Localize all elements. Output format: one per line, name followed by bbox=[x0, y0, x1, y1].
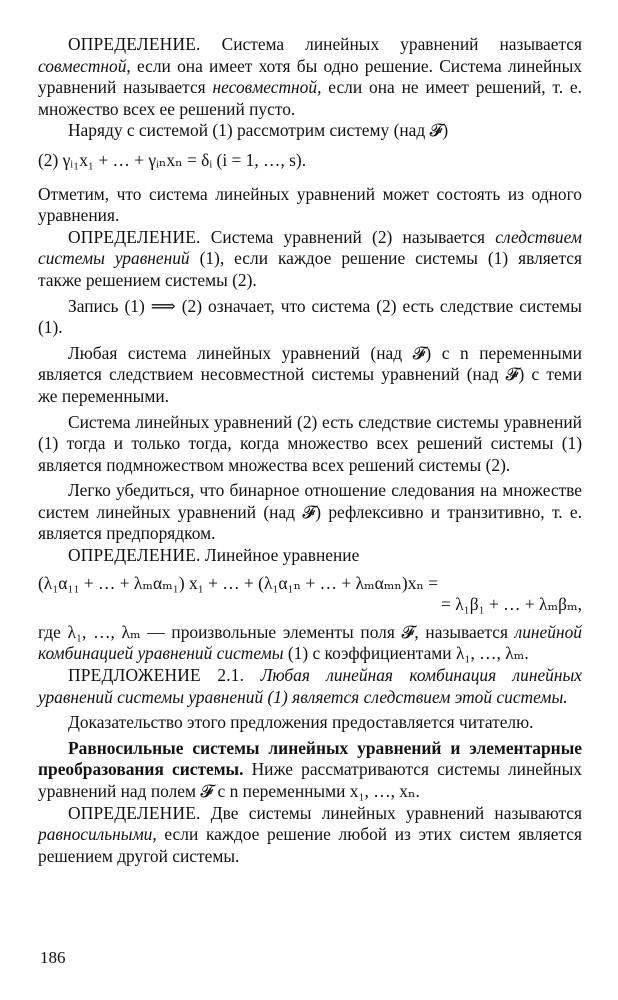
definition-heading: ОПРЕДЕЛЕНИЕ. bbox=[68, 34, 201, 54]
text-run: Система линейных уравнений называется bbox=[200, 34, 582, 54]
term-italic: несовместной, bbox=[212, 77, 322, 98]
definition-heading: ОПРЕДЕЛЕНИЕ. bbox=[68, 226, 201, 247]
paragraph-notation: Запись (1) ⟹ (2) означает, что система (2) есть следствие системы (1). bbox=[38, 295, 582, 338]
paragraph-system-2-intro: Наряду с системой (1) рассмотрим систему (над 𝓕) bbox=[68, 120, 449, 141]
term-italic: линейной комбинацией уравнений системы bbox=[38, 621, 582, 664]
definition-linear-combination bbox=[38, 545, 582, 567]
formula-system-2: (2) γᵢ₁x₁ + … + γᵢₙxₙ = δᵢ (i = 1, …, s). bbox=[38, 149, 307, 170]
text-run: Система уравнений (2) называется bbox=[200, 226, 496, 247]
text-run: , если она имеет хотя бы одно решение. Система линейных уравнений называется bbox=[38, 55, 582, 98]
section-heading: Равносильные системы линейных уравнений и элементарные преобразования системы. bbox=[38, 737, 582, 780]
text-run: если каждое решение любой из этих систем является решением другой системы. bbox=[38, 824, 582, 866]
paragraph-preorder: Легко убедиться, что бинарное отношение следования на множестве систем линейных уравнений (над 𝓕) рефлексивно и транзитивно, т. е. является предпорядком. bbox=[38, 480, 582, 544]
formula-combination-line-2: = λ₁β₁ + … + λₘβₘ, bbox=[441, 594, 582, 615]
text-run: если она не имеет решений, т. е. множество всех ее решений пусто. bbox=[38, 77, 582, 119]
text-run: Линейное уравнение bbox=[200, 545, 360, 566]
definition-equivalent bbox=[38, 803, 582, 868]
definition-consistent bbox=[38, 34, 582, 120]
proposition-heading: ПРЕДЛОЖЕНИЕ 2.1. bbox=[68, 665, 245, 686]
term-italic: следствием системы уравнений bbox=[38, 226, 582, 269]
term-italic: равносильными, bbox=[38, 824, 157, 845]
proposition-text: Любая линейная комбинация линейных уравнений системы уравнений (1) является следствием этой системы. bbox=[38, 665, 582, 707]
definition-consequence bbox=[38, 227, 582, 292]
text-run: Две системы линейных уравнений называются bbox=[200, 802, 582, 823]
section-equivalent-systems bbox=[38, 738, 582, 803]
text-run: (1), если каждое решение системы (1) является также решением системы (2). bbox=[38, 248, 582, 290]
text-run: Ниже рассматриваются системы линейных уравнений над полем 𝓕 с n переменными x₁, …, xₙ. bbox=[38, 759, 582, 801]
page-number: 186 bbox=[40, 948, 66, 967]
text-run: где λ₁, …, λₘ — произвольные элементы поля 𝓕, называется bbox=[38, 621, 515, 642]
paragraph-combination-def bbox=[38, 622, 582, 665]
definition-heading: ОПРЕДЕЛЕНИЕ. bbox=[68, 545, 201, 566]
paragraph-iff: Система линейных уравнений (2) есть следствие системы уравнений (1) тогда и только тогда, когда множество всех решений системы (1) является подмножеством множества всех решений системы (2). bbox=[38, 411, 582, 475]
formula-combination-line-1: (λ₁α₁₁ + … + λₘαₘ₁) x₁ + … + (λ₁α₁ₙ + … + λₘαₘₙ)xₙ = bbox=[38, 572, 439, 593]
text-run: (1) с коэффициентами λ₁, …, λₘ. bbox=[283, 643, 529, 664]
term-italic: совместной bbox=[38, 55, 127, 76]
paragraph-any-system: Любая система линейных уравнений (над 𝓕) с n переменными является следствием несовместной системы уравнений (над 𝓕) с теми же переменными. bbox=[38, 342, 582, 406]
paragraph-proof-left: Доказательство этого предложения предоставляется читателю. bbox=[68, 712, 534, 733]
paragraph-single-equation: Отметим, что система линейных уравнений может состоять из одного уравнения. bbox=[38, 183, 582, 226]
proposition-2-1 bbox=[38, 665, 582, 708]
definition-heading: ОПРЕДЕЛЕНИЕ. bbox=[68, 802, 201, 823]
